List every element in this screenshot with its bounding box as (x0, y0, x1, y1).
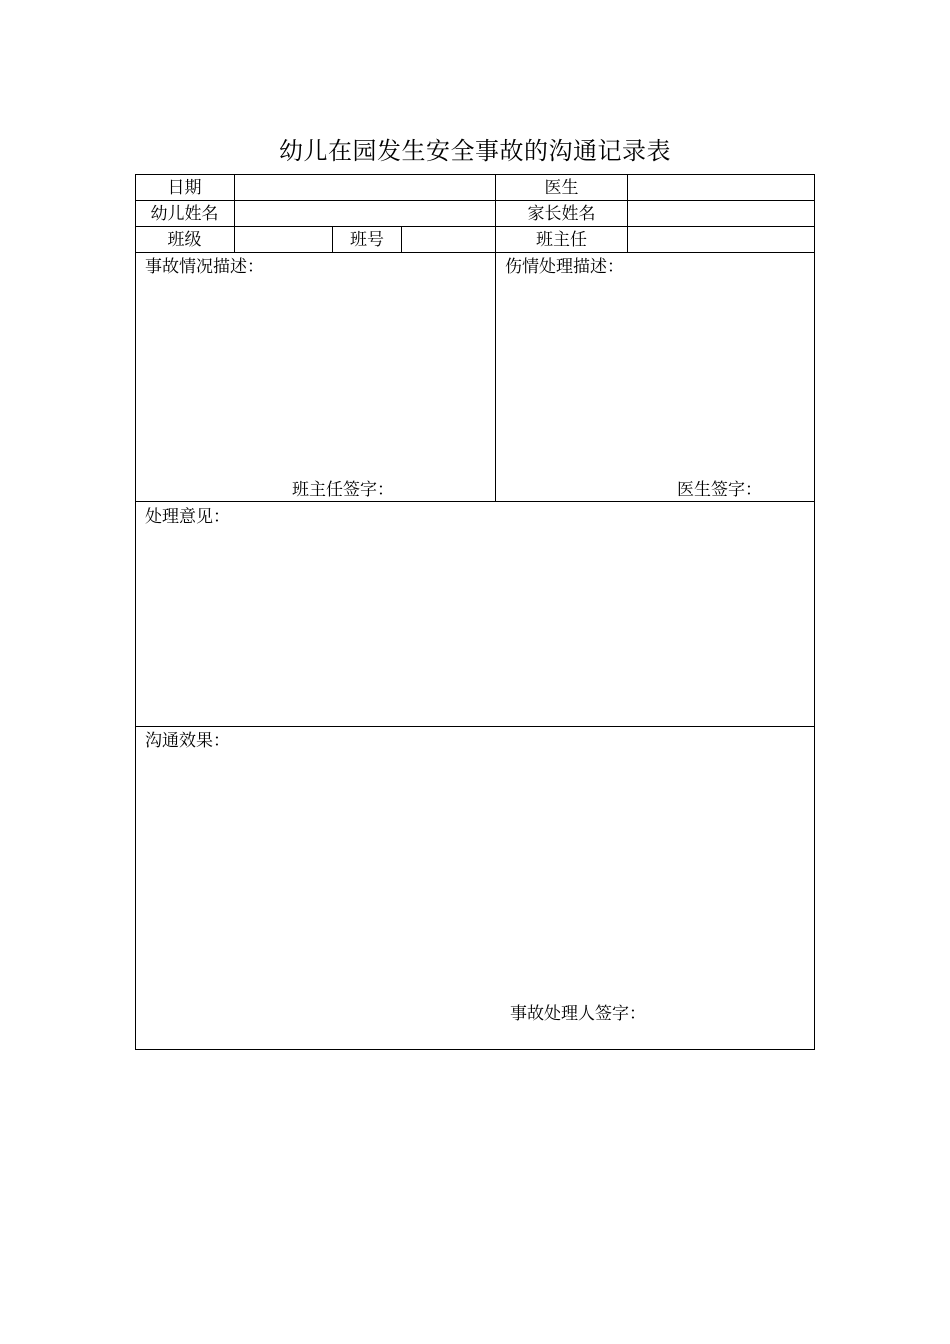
doctor-label: 医生 (544, 178, 579, 198)
child-name-field[interactable] (235, 201, 495, 227)
section-divider (135, 726, 815, 727)
communication-result-label: 沟通效果： (145, 731, 230, 751)
handler-signature-label: 事故处理人签字： (510, 1004, 646, 1024)
parent-name-label: 家长姓名 (527, 204, 596, 224)
class-label: 班级 (167, 230, 202, 250)
record-form-table (135, 174, 815, 1050)
class-field[interactable] (235, 227, 332, 253)
child-name-label: 幼儿姓名 (150, 204, 219, 224)
class-number-label: 班号 (350, 230, 384, 250)
head-teacher-field[interactable] (628, 227, 814, 253)
head-teacher-label: 班主任 (536, 230, 587, 250)
injury-treatment-label: 伤情处理描述： (505, 257, 624, 277)
parent-name-field[interactable] (628, 201, 814, 227)
accident-description-label: 事故情况描述： (145, 257, 264, 277)
doctor-field[interactable] (628, 175, 814, 201)
handling-opinion-label: 处理意见： (145, 507, 230, 527)
head-teacher-signature-label: 班主任签字： (292, 480, 394, 500)
date-field[interactable] (235, 175, 495, 201)
class-number-field[interactable] (402, 227, 495, 253)
document-title: 幼儿在园发生安全事故的沟通记录表 (279, 137, 671, 165)
section-divider (135, 501, 815, 502)
doctor-signature-label: 医生签字： (677, 480, 762, 500)
date-label: 日期 (167, 178, 202, 198)
